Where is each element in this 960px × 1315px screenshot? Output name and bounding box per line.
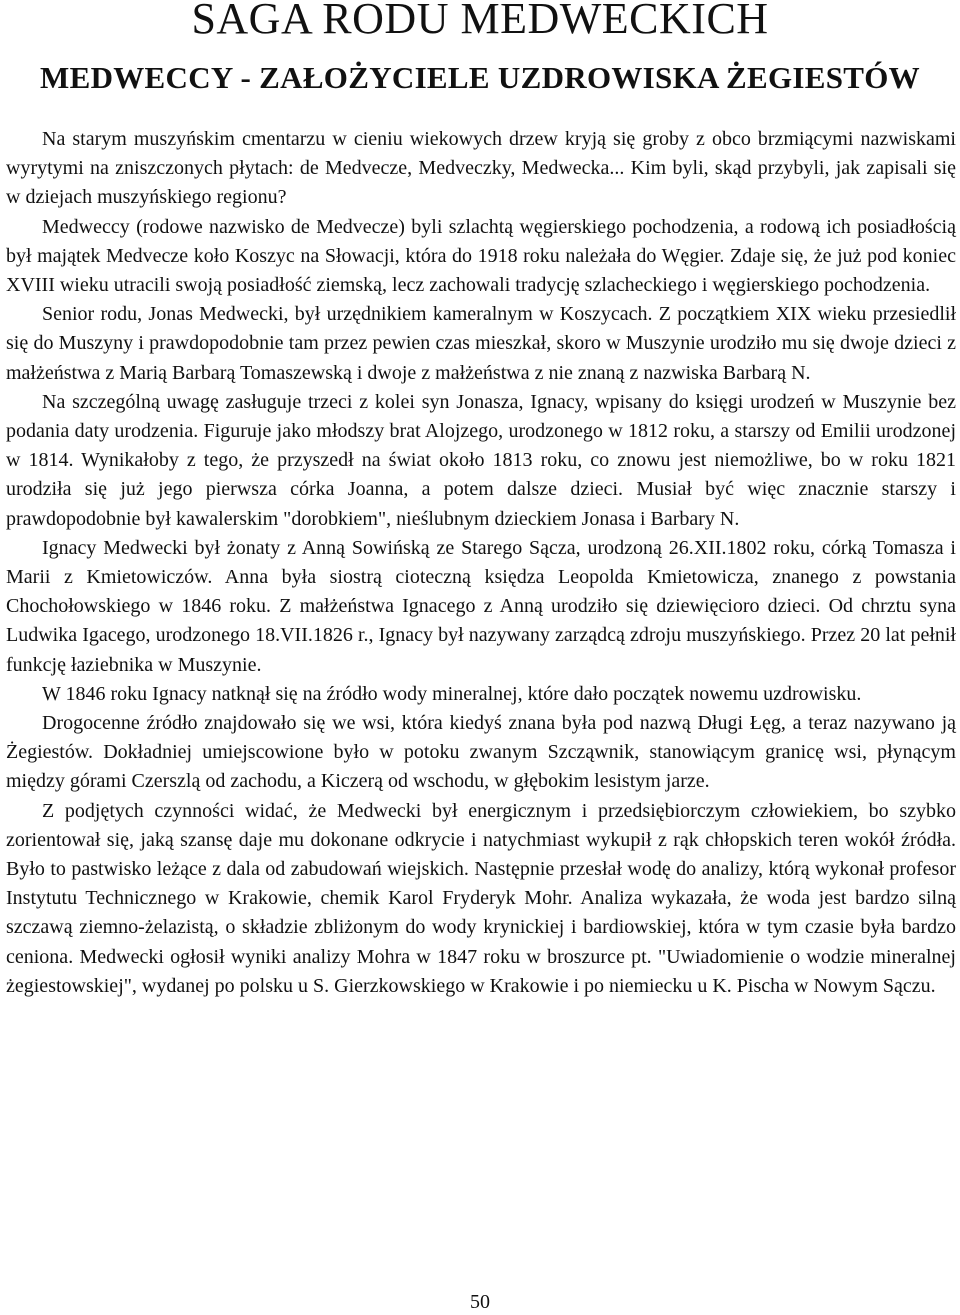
document-title: SAGA RODU MEDWECKICH <box>191 0 769 43</box>
paragraph-ignacy: Na szczególną uwagę zasługuje trzeci z kolei syn Jonasza, Ignacy, wpisany do księgi urodzeń w Muszynie bez podania daty urodzenia. Figuruje jako młodszy brat Alojzego, urodzonego w 1812 roku, a starszy od Emilii urodzonej w 1814. Wynikałoby z tego, że przyszedł na świat około 1813 roku, co znowu jest niemożliwe, bo w roku 1821 urodziła się już jego pierwsza córka Joanna, a potem dalsze dzieci. Musiał być więc znacznie starszy i prawdopodobnie był kawalerskim "dorobkiem", nieślubnym dzieckiem Jonasa i Barbary N. <box>6 390 956 530</box>
paragraph-origin: Medweccy (rodowe nazwisko de Medvecze) byli szlachtą węgierskiego pochodzenia, a rodową ich posiadłością był majątek Medvecze koło Koszyc na Słowacji, która do 1918 roku należała do Węgier. Zdaje się, że już pod koniec XVIII wieku utracili swoją posiadłość ziemską, lecz zachowali tradycję szlacheckiego i węgierskiego pochodzenia. <box>6 215 956 297</box>
paragraph-analysis: Z podjętych czynności widać, że Medwecki był energicznym i przedsiębiorczym człowiekiem, bo szybko zorientował się, jaką szansę daje mu dokonane odkrycie i natychmiast wykupił z rąk chłopskich teren wokół źródła. Było to pastwisko leżące z dala od zabudowań wiejskich. Następnie przesłał wodę do analizy, którą wykonał profesor Instytutu Technicznego w Krakowie, chemik Karol Fryderyk Mohr. Analiza wykazała, że woda jest bardzo silną szczawą ziemno-żelazistą, o składzie zbliżonym do wody krynickiej i bardiowskiej, która w tym czasie była bardzo ceniona. Medwecki ogłosił wyniki analizy Mohra w 1847 roku w broszurce pt. "Uwiadomienie o wodzie mineralnej żegiestowskiej", wydanej po polsku u S. Gierzkowskiego w Krakowie i po niemiecku u K. Pischa w Nowym Sączu. <box>6 799 956 997</box>
paragraph-senior: Senior rodu, Jonas Medwecki, był urzędnikiem kameralnym w Koszycach. Z początkiem XIX wieku przesiedlił się do Muszyny i prawdopodobnie tam przez pewien czas mieszkał, skoro w Muszynie urodziło mu się dwoje dzieci z małżeństwa z Marią Barbarą Tomaszewską i dwoje z małżeństwa z nie znaną z nazwiska Barbarą N. <box>6 303 956 384</box>
body-text <box>6 125 956 1001</box>
paragraph-spring-discovery: W 1846 roku Ignacy natknął się na źródło wody mineralnej, które dało początek nowemu uzdrowisku. <box>42 682 862 705</box>
document-subtitle: MEDWECCY - ZAŁOŻYCIELE UZDROWISKA ŻEGIESTÓW <box>40 60 920 95</box>
page-number: 50 <box>470 1291 490 1313</box>
paragraph-cemetery: Na starym muszyńskim cmentarzu w cieniu wiekowych drzew kryją się groby z obco brzmiącymi nazwiskami wyrytymi na zniszczonych płytach: de Medvecze, Medveczky, Medwecka... Kim byli, skąd przybyli, jak zapisali się w dziejach muszyńskiego regionu? <box>6 128 956 209</box>
paragraph-spring-location: Drogocenne źródło znajdowało się we wsi, która kiedyś znana była pod nazwą Długi Łęg, a teraz nazywano ją Żegiestów. Dokładniej umiejscowione było w potoku zwanym Szcząwnik, stanowiącym granicę wsi, płynącym między górami Czerszlą od zachodu, a Kiczerą od wschodu, w głębokim lesistym jarze. <box>6 712 956 793</box>
paragraph-marriage: Ignacy Medwecki był żonaty z Anną Sowińską ze Starego Sącza, urodzoną 26.XII.1802 roku, córką Tomasza i Marii z Kmietowiczów. Anna była siostrą cioteczną księdza Leopolda Kmietowicza, znanego z powstania Chochołowskiego w 1846 roku. Z małżeństwa Ignacego z Anną urodziło się dziewięcioro dzieci. Od chrztu syna Ludwika Igacego, urodzonego 18.VII.1826 r., Ignacy był nazywany zarządcą zdroju muszyńskiego. Przez 20 lat pełnił funkcję łaziebnika w Muszynie. <box>6 536 956 676</box>
